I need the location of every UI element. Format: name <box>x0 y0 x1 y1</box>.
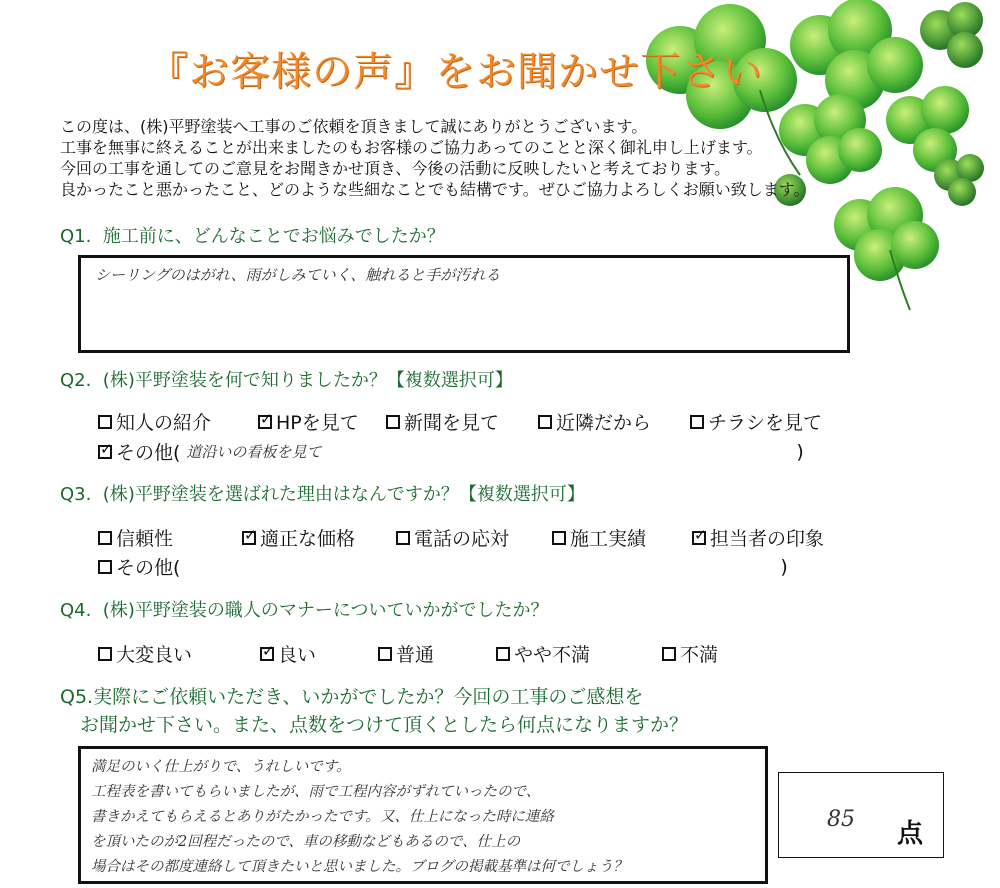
q4-question <box>60 596 548 622</box>
q3-other <box>98 553 788 580</box>
q1-label: Q1. <box>60 226 92 247</box>
checkbox-checked[interactable] <box>242 531 256 545</box>
q3-question <box>60 480 585 506</box>
option-label: 不満 <box>680 644 719 666</box>
q5-answer-line: 場合はその都度連絡して頂きたいと思いました。ブログの掲載基準は何でしょう？ <box>91 859 628 875</box>
q3-label: Q3. <box>60 484 92 505</box>
option-label: 担当者の印象 <box>710 528 825 550</box>
q2-options <box>98 408 822 435</box>
q3-option[interactable] <box>242 524 396 551</box>
q1-text: 施工前に、どんなことでお悩みでしたか？ <box>102 226 445 247</box>
q5-question-line-2: お聞かせ下さい。また、点数をつけて頂くとしたら何点になりますか？ <box>80 714 689 736</box>
q4-option[interactable] <box>496 640 662 667</box>
q2-text: (株)平野塗装を何で知りましたか？【複数選択可】 <box>102 370 513 391</box>
checkbox[interactable] <box>98 415 112 429</box>
q3-option[interactable] <box>396 524 552 551</box>
intro-text <box>60 116 809 200</box>
option-label: 適正な価格 <box>260 528 356 550</box>
q2-option[interactable] <box>538 408 690 435</box>
q2-option[interactable] <box>258 408 386 435</box>
option-label: 大変良い <box>116 644 193 666</box>
q4-option[interactable] <box>260 640 378 667</box>
q4-option[interactable] <box>378 640 496 667</box>
option-label: 電話の応対 <box>414 528 510 550</box>
option-label: やや不満 <box>514 644 591 666</box>
checkbox[interactable] <box>98 531 112 545</box>
checkbox[interactable] <box>98 560 112 574</box>
q3-options <box>98 524 824 551</box>
checkbox-checked[interactable] <box>98 445 112 459</box>
checkbox[interactable] <box>538 415 552 429</box>
option-label: 施工実績 <box>570 528 647 550</box>
checkbox-checked[interactable] <box>260 647 274 661</box>
checkbox[interactable] <box>552 531 566 545</box>
q5-answer-box[interactable] <box>78 746 768 884</box>
checkbox[interactable] <box>378 647 392 661</box>
q2-option[interactable] <box>98 408 258 435</box>
q1-question <box>60 222 445 248</box>
intro-line: 工事を無事に終えることが出来ましたのもお客様のご協力あってのことと深く御礼申し上げます。 <box>60 138 763 157</box>
score-value: 85 <box>827 807 855 832</box>
q2-option[interactable] <box>386 408 538 435</box>
intro-line: 良かったこと悪かったこと、どのような些細なことでも結構です。ぜひご協力よろしくお願い致します。 <box>60 180 810 199</box>
checkbox[interactable] <box>496 647 510 661</box>
checkbox-checked[interactable] <box>692 531 706 545</box>
q2-question <box>60 366 513 392</box>
q4-label: Q4. <box>60 600 92 621</box>
option-label: その他( <box>116 557 181 579</box>
checkbox[interactable] <box>396 531 410 545</box>
checkbox-checked[interactable] <box>258 415 272 429</box>
option-label: その他( <box>116 442 181 464</box>
q2-other-close: ) <box>796 440 804 463</box>
q1-answer-box[interactable] <box>78 255 850 353</box>
q3-text: (株)平野塗装を選ばれた理由はなんですか？【複数選択可】 <box>102 484 585 505</box>
q5-answer-line: を頂いたのが2回程だったので、車の移動などもあるので、仕上の <box>91 834 521 850</box>
option-label: チラシを見て <box>708 412 823 434</box>
q5-answer-line: 工程表を書いてもらいましたが、雨で工程内容がずれていったので、 <box>91 784 541 800</box>
q4-option[interactable] <box>98 640 260 667</box>
q2-option[interactable] <box>690 408 822 435</box>
q3-option[interactable] <box>552 524 692 551</box>
q3-other-close: ) <box>780 555 788 578</box>
q3-option[interactable] <box>692 524 824 551</box>
q5-question-line-1: Q5.実際にご依頼いただき、いかがでしたか？今回の工事のご感想を <box>60 686 644 708</box>
intro-line: この度は、(株)平野塗装へ工事のご依頼を頂きまして誠にありがとうございます。 <box>60 117 648 136</box>
q2-other <box>98 438 804 465</box>
q2-label: Q2. <box>60 370 92 391</box>
q3-other-option[interactable] <box>98 553 180 580</box>
option-label: 知人の紹介 <box>116 412 212 434</box>
q4-option[interactable] <box>662 640 718 667</box>
checkbox[interactable] <box>662 647 676 661</box>
checkbox[interactable] <box>98 647 112 661</box>
q4-text: (株)平野塗装の職人のマナーについていかがでしたか？ <box>102 600 549 621</box>
q5-answer-line: 満足のいく仕上がりで、うれしいです。 <box>91 759 351 775</box>
q5-answer <box>91 755 628 880</box>
option-label: 普通 <box>396 644 435 666</box>
option-label: 良い <box>278 644 317 666</box>
page-title: 『お客様の声』をお聞かせ下さい <box>148 49 763 95</box>
q2-other-option[interactable] <box>98 438 180 465</box>
option-label: 近隣だから <box>556 412 652 434</box>
q1-answer: シーリングのはがれ、雨がしみていく、触れると手が汚れる <box>95 266 501 284</box>
q3-option[interactable] <box>98 524 242 551</box>
option-label: 信頼性 <box>116 528 174 550</box>
q4-options <box>98 640 718 667</box>
score-unit: 点 <box>897 819 924 849</box>
checkbox[interactable] <box>386 415 400 429</box>
option-label: HPを見て <box>276 412 359 434</box>
q5-answer-line: 書きかえてもらえるとありがたかったです。又、仕上になった時に連絡 <box>91 809 554 825</box>
score-box[interactable] <box>778 772 944 858</box>
intro-line: 今回の工事を通してのご意見をお聞きかせ頂き、今後の活動に反映したいと考えております。 <box>60 159 731 178</box>
checkbox[interactable] <box>690 415 704 429</box>
q2-other-answer[interactable]: 道沿いの看板を見て <box>186 443 322 461</box>
option-label: 新聞を見て <box>404 412 500 434</box>
